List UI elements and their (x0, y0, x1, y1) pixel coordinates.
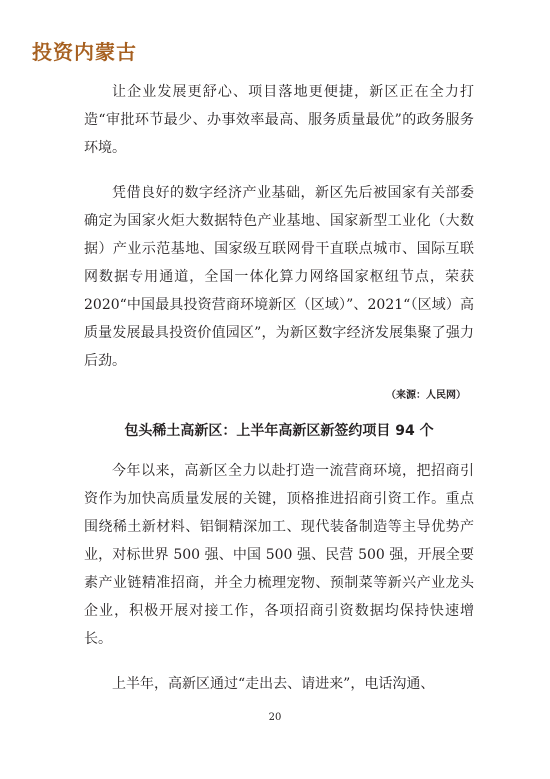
page-number: 20 (268, 712, 282, 723)
paragraph: 上半年，高新区通过“走出去、请进来”，电话沟通、 (112, 676, 435, 692)
paragraph: 凭借良好的数字经济产业基础，新区先后被国家有关部委确定为国家火炬大数据特色产业基地、国家新型工业化（大数据）产业示范基地、国家级互联网骨干直联点城市、国际互联网数据专用通道，全国一体化算力网络国家枢纽节点，荣获 2020“中国最具投资营商环境新区（区域）”、2021“（区域）高质量发展最具投资价值园区”，为新区数字经济发展集聚了强力后劲。 (84, 185, 474, 369)
article-body (84, 78, 474, 715)
section-title: 投资内蒙古 (32, 40, 137, 64)
article-subheading: 包头稀土高新区：上半年高新区新签约项目 94 个 (124, 423, 434, 439)
source-credit: （来源：人民网） (386, 390, 466, 401)
paragraph: 让企业发展更舒心、项目落地更便捷，新区正在全力打造“审批环节最少、办事效率最高、服务质量最优”的政务服务环境。 (84, 84, 474, 156)
paragraph: 今年以来，高新区全力以赴打造一流营商环境，把招商引资作为加快高质量发展的关键，顶格推进招商引资工作。重点围绕稀土新材料、铝铜精深加工、现代装备制造等主导优势产业，对标世界 500 强、中国 500 强、民营 500 强，开展全要素产业链精准招商，并全力梳理宠物、预制菜等新兴产业龙头企业，积极开展对接工作，各项招商引资数据均保持快速增长。 (84, 463, 474, 647)
